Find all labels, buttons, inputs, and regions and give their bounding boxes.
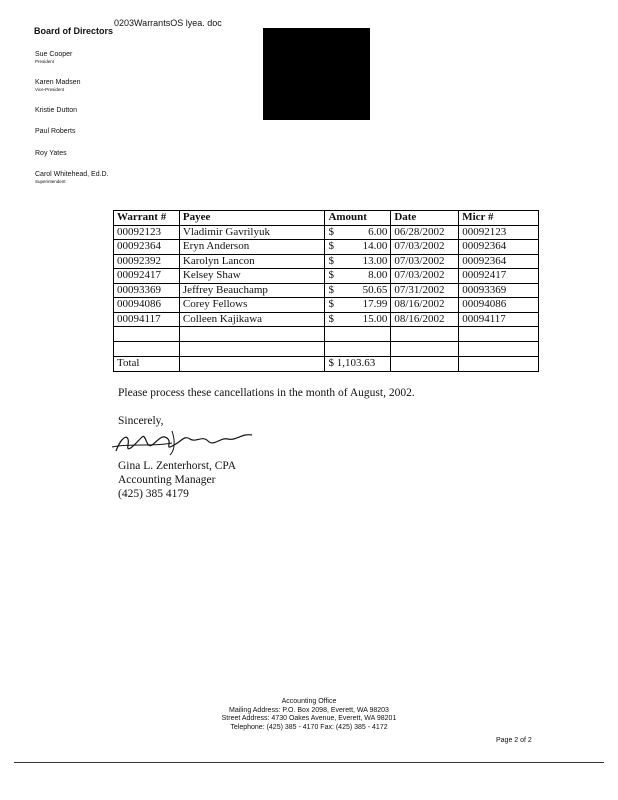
- date-cell: 07/03/2002: [391, 240, 459, 255]
- date-cell: 08/16/2002: [391, 312, 459, 327]
- warrant-cell: 00092364: [114, 240, 180, 255]
- footer-phones: Telephone: (425) 385 - 4170 Fax: (425) 385 - 4172: [230, 723, 388, 731]
- currency: $: [328, 312, 334, 325]
- board-member: [35, 128, 75, 136]
- board-member: [35, 51, 72, 64]
- footer-street: Street Address: 4730 Oakes Avenue, Everett, WA 98201: [221, 715, 397, 722]
- divider: [14, 762, 604, 763]
- header-micr: Micr #: [459, 211, 539, 226]
- member-name: Paul Roberts: [35, 128, 76, 135]
- currency: $: [328, 225, 334, 238]
- board-title: Board of Directors: [34, 26, 114, 36]
- footer: [180, 698, 438, 732]
- total-amount: $ 1,103.63: [325, 357, 391, 372]
- micr-cell: 00094086: [459, 298, 539, 313]
- table-row: [114, 269, 539, 284]
- member-name: Sue Cooper: [35, 51, 73, 58]
- signer-block: [118, 459, 236, 501]
- amount-cell: [325, 225, 391, 240]
- date-cell: 06/28/2002: [391, 225, 459, 240]
- header-payee: Payee: [179, 211, 325, 226]
- date-cell: 07/31/2002: [391, 283, 459, 298]
- member-name: Roy Yates: [35, 150, 67, 157]
- member-name: Carol Whitehead, Ed.D.: [35, 171, 109, 178]
- micr-cell: 00094117: [459, 312, 539, 327]
- table-row: [114, 312, 539, 327]
- table-header-row: [114, 211, 539, 226]
- payee-cell: Vladimir Gavrilyuk: [179, 225, 325, 240]
- payee-cell: Eryn Anderson: [179, 240, 325, 255]
- member-name: Kristie Dutton: [35, 107, 78, 114]
- board-member: [35, 107, 77, 115]
- page-number: Page 2 of 2: [496, 737, 532, 744]
- date-cell: 07/03/2002: [391, 254, 459, 269]
- warrant-cell: 00093369: [114, 283, 180, 298]
- table-row: [114, 225, 539, 240]
- header-amount: Amount: [325, 211, 391, 226]
- payee-cell: Karolyn Lancon: [179, 254, 325, 269]
- date-cell: 08/16/2002: [391, 298, 459, 313]
- currency: $: [328, 254, 334, 267]
- currency: $: [328, 269, 334, 282]
- signer-phone: (425) 385 4179: [118, 488, 189, 500]
- payee-cell: Corey Fellows: [179, 298, 325, 313]
- warrant-cell: 00094117: [114, 312, 180, 327]
- blank-row: [114, 327, 539, 342]
- signer-title: Accounting Manager: [118, 474, 216, 486]
- warrants-table: [113, 210, 539, 372]
- amount-value: 13.00: [362, 254, 388, 267]
- amount-value: 14.00: [362, 240, 388, 253]
- closing: Sincerely,: [118, 415, 164, 427]
- amount-value: 17.99: [362, 298, 388, 311]
- footer-office: Accounting Office: [281, 698, 337, 705]
- table-row: [114, 254, 539, 269]
- micr-cell: 00092364: [459, 254, 539, 269]
- body-text: Please process these cancellations in the month of August, 2002.: [118, 387, 415, 399]
- member-role: Vice-President: [35, 87, 65, 92]
- amount-cell: [325, 283, 391, 298]
- table-row: [114, 283, 539, 298]
- payee-cell: Kelsey Shaw: [179, 269, 325, 284]
- header-date: Date: [391, 211, 459, 226]
- signature-icon: [112, 425, 262, 459]
- warrant-cell: 00094086: [114, 298, 180, 313]
- table-row: [114, 240, 539, 255]
- amount-value: 6.00: [368, 225, 388, 238]
- warrant-cell: 00092123: [114, 225, 180, 240]
- amount-cell: [325, 240, 391, 255]
- currency: $: [328, 283, 334, 296]
- amount-cell: [325, 312, 391, 327]
- member-name: Karen Madsen: [35, 79, 81, 86]
- board-member: [35, 79, 81, 92]
- micr-cell: 00092123: [459, 225, 539, 240]
- currency: $: [328, 240, 334, 253]
- footer-mailing: Mailing Address: P.O. Box 2098, Everett, WA 98203: [229, 706, 389, 714]
- file-name-header: 0203WarrantsOS lyea. doc: [114, 18, 222, 28]
- payee-cell: Colleen Kajikawa: [179, 312, 325, 327]
- blank-row: [114, 342, 539, 357]
- total-row: [114, 357, 539, 372]
- currency: $: [328, 298, 334, 311]
- amount-cell: [325, 269, 391, 284]
- board-member: [35, 171, 109, 184]
- table-row: [114, 298, 539, 313]
- header-warrant: Warrant #: [114, 211, 180, 226]
- amount-cell: [325, 298, 391, 313]
- warrant-cell: 00092392: [114, 254, 180, 269]
- redaction-block: [263, 28, 370, 120]
- board-member: [35, 150, 67, 158]
- warrant-cell: 00092417: [114, 269, 180, 284]
- date-cell: 07/03/2002: [391, 269, 459, 284]
- amount-value: 8.00: [368, 269, 388, 282]
- total-label: Total: [114, 357, 180, 372]
- amount-value: 15.00: [362, 312, 388, 325]
- amount-value: 50.65: [362, 283, 388, 296]
- micr-cell: 00092364: [459, 240, 539, 255]
- amount-cell: [325, 254, 391, 269]
- micr-cell: 00093369: [459, 283, 539, 298]
- micr-cell: 00092417: [459, 269, 539, 284]
- payee-cell: Jeffrey Beauchamp: [179, 283, 325, 298]
- signer-name: Gina L. Zenterhorst, CPA: [118, 460, 237, 472]
- member-role: Superintendent: [35, 179, 66, 184]
- member-role: President: [35, 59, 55, 64]
